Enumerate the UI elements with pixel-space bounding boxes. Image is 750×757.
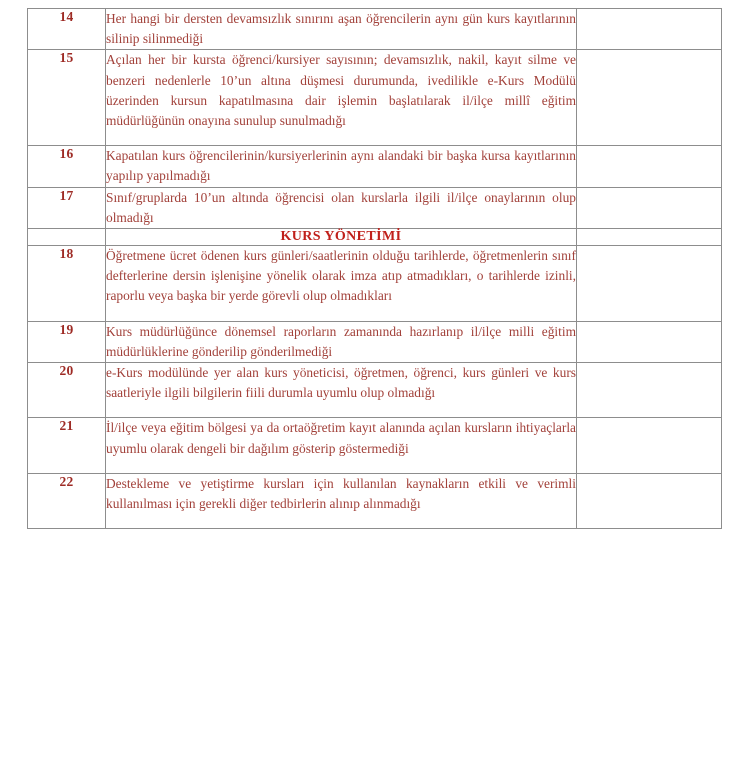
checklist-table-body — [28, 9, 722, 529]
row-number-cell: 19 — [28, 321, 106, 362]
table-row — [28, 321, 722, 362]
row-text-cell: Kapatılan kurs öğrencilerinin/kursiyerlerinin aynı alandaki bir başka kursa kayıtlarının yapılıp yapılmadığı — [106, 146, 577, 187]
row-notes-cell[interactable] — [577, 363, 722, 418]
row-notes-cell[interactable] — [577, 418, 722, 473]
table-row — [28, 146, 722, 187]
row-text-cell: e-Kurs modülünde yer alan kurs yöneticisi, öğretmen, öğrenci, kurs günleri ve kurs saatleriyle ilgili bilgilerin fiili durumla uyumlu olup olmadığı — [106, 363, 577, 418]
row-notes-cell[interactable] — [577, 146, 722, 187]
row-number-cell: 14 — [28, 9, 106, 50]
row-notes-cell[interactable] — [577, 321, 722, 362]
row-notes-cell[interactable] — [577, 473, 722, 528]
row-number-cell: 17 — [28, 187, 106, 228]
section-title: KURS YÖNETİMİ — [106, 229, 577, 246]
section-number-cell — [28, 229, 106, 246]
table-row — [28, 187, 722, 228]
row-number-cell: 16 — [28, 146, 106, 187]
row-text-cell: Öğretmene ücret ödenen kurs günleri/saatlerinin olduğu tarihlerde, öğretmenlerin sınıf defterlerine dersin işlenişine yönelik olarak imza atıp atmadıkları, o tarihlerde izinli, raporlu veya başka bir yerde görevli olup olmadıkları — [106, 246, 577, 322]
section-notes-cell[interactable] — [577, 229, 722, 246]
section-header-row — [28, 229, 722, 246]
row-text-cell: Her hangi bir dersten devamsızlık sınırını aşan öğrencilerin aynı gün kurs kayıtlarının silinip silinmediği — [106, 9, 577, 50]
row-number-cell: 18 — [28, 246, 106, 322]
table-row — [28, 246, 722, 322]
table-row — [28, 9, 722, 50]
row-notes-cell[interactable] — [577, 187, 722, 228]
row-number-cell: 22 — [28, 473, 106, 528]
row-number-cell: 20 — [28, 363, 106, 418]
table-row — [28, 418, 722, 473]
checklist-table — [27, 8, 722, 529]
row-number-cell: 21 — [28, 418, 106, 473]
row-text-cell: Destekleme ve yetiştirme kursları için kullanılan kaynakların etkili ve verimli kullanılması için gerekli diğer tedbirlerin alınıp alınmadığı — [106, 473, 577, 528]
row-number-cell: 15 — [28, 50, 106, 146]
row-text-cell: Açılan her bir kursta öğrenci/kursiyer sayısının; devamsızlık, nakil, kayıt silme ve benzeri nedenlerle 10’un altına düşmesi durumunda, ivedilikle e-Kurs Modülü üzerinden kursun kapatılmasına dair işlemin başlatılarak il/ilçe millî eğitim müdürlüğünün onayına sunulup sunulmadığı — [106, 50, 577, 146]
table-row — [28, 50, 722, 146]
table-row — [28, 473, 722, 528]
row-text-cell: İl/ilçe veya eğitim bölgesi ya da ortaöğretim kayıt alanında açılan kursların ihtiyaçlarla uyumlu olarak dengeli bir dağılım gösterip göstermediği — [106, 418, 577, 473]
row-text-cell: Sınıf/gruplarda 10’un altında öğrencisi olan kurslarla ilgili il/ilçe onaylarının olup olmadığı — [106, 187, 577, 228]
table-row — [28, 363, 722, 418]
row-notes-cell[interactable] — [577, 9, 722, 50]
row-notes-cell[interactable] — [577, 246, 722, 322]
row-notes-cell[interactable] — [577, 50, 722, 146]
row-text-cell: Kurs müdürlüğünce dönemsel raporların zamanında hazırlanıp il/ilçe milli eğitim müdürlüklerine gönderilip gönderilmediği — [106, 321, 577, 362]
